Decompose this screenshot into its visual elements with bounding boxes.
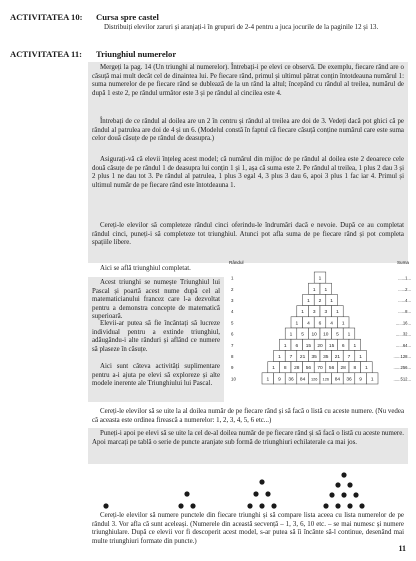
paragraph-2: Întrebați de ce rândul al doilea are un 2 în centru și rândul al treilea are doi de 3. Vedeți dacă pot ghici că pe rândul al patrulea are doi de 4 și un 6. (Modelul constă în faptul că fiecare căsuță conține numărul care este suma celor două căsuțe de pe rândul de deasupra.): [92, 118, 404, 143]
triangle-cell-value: 28: [340, 366, 346, 372]
triangle-cell-value: 7: [289, 355, 293, 361]
triangle-cell-value: 5: [301, 332, 304, 338]
paragraph-1: Mergeți la pag. 14 (Un triunghi al numerelor). Întrebați-i pe elevi ce observă. De exemplu, fiecare rând are o căsuță mai mult decât cel de dinaintea lui. Pe fiecare rând, primul și ultimul pătrat conțin întotdeauna numărul 1: suma numerelor de pe fiecare rând se dublează de la un rând la altul; începând cu rândul al treilea, numărul de după 1 este 2, pe rândul următor este 3 și pe rândul al cincilea este 4.: [92, 64, 404, 97]
triangle-cell-value: 28: [294, 366, 300, 372]
activity-10-title: Cursa spre castel: [96, 12, 159, 22]
triangle-cell-value: 70: [317, 366, 323, 372]
triangle-cell-value: 15: [328, 343, 335, 349]
triangle-cell-value: 21: [299, 355, 306, 361]
triangle-row-number: 2: [231, 286, 234, 292]
triangle-10-dots: [323, 472, 364, 508]
triangle-row-number: 9: [231, 365, 234, 371]
triangle-cell-value: 4: [307, 321, 310, 327]
triangle-row-sum: ......2...: [398, 286, 411, 292]
triangle-cell-value: 56: [328, 366, 335, 372]
triangle-cell-value: 6: [341, 343, 345, 349]
triangle-cell-value: 126: [310, 376, 318, 382]
activity-11-title: Triunghiul numerelor: [96, 49, 177, 59]
triangle-cell-value: 1: [318, 276, 322, 282]
triangle-row-sum: ......1...: [398, 275, 411, 281]
triangle-row-number: 6: [231, 331, 234, 337]
triangle-cell-value: 7: [347, 355, 351, 361]
triangle-cell-value: 1: [359, 355, 362, 361]
paragraph-5: Aici se află triunghiul completat.: [100, 265, 191, 272]
paragraph-3: Asigurați-vă că elevii înțeleg acest model; că numărul din mijloc de pe rândul al doilea este 2 deoarece cele două căsuțe de pe rândul 1 de deasupra lui conțin 1 și 1, așa că suma este 2. Pe rândul al treilea, 1 plus 2 dau 3 și 2 plus 1 ne dau tot 3. Pe rândul al patrulea, 1 plus 3 egal 4, 3 plus 3 dau 6, apoi 3 plus 1 fac iar 4. Primul și ultimul număr de pe fiecare rând este întotdeauna 1.: [92, 156, 404, 189]
activity-11-header: [10, 49, 176, 59]
triangle-cell-value: 1: [312, 287, 316, 293]
triangle-row-number: 1: [231, 275, 234, 281]
triangle-1-dot: [103, 503, 108, 508]
triangle-cell-value: 8: [283, 366, 287, 372]
activity-11-code: ACTIVITATEA 11:: [10, 49, 83, 59]
triangle-row-number: 3: [231, 298, 234, 304]
paragraph-9: Cereți-le elevilor să se uite la al doilea număr de pe fiecare rând și să facă o listă cu aceste numere. (Nu vedea că aceasta este ordinea firească a numerelor: 1, 2, 3, 4, 5, 6 etc...): [92, 408, 404, 424]
triangle-cell-value: 10: [311, 332, 317, 338]
triangle-row-sum: ......64...: [395, 342, 411, 348]
page-number: 11: [398, 544, 406, 553]
triangle-row-sum: ......32...: [395, 331, 411, 337]
paragraph-10: Puneți-i apoi pe elevi să se uite la cel de-al doilea număr de pe fiecare rând și să facă o listă cu aceste numere. Apoi marcați pe tablă o serie de puncte aranjate sub formă de triunghiuri echilaterale ca mai jos.: [92, 430, 404, 446]
triangle-cell-value: 2: [318, 299, 322, 305]
triangle-row-sum: ......256...: [393, 365, 411, 371]
paragraph-7: Elevii-ar putea să fie încântați să lucreze individual pentru a extinde triunghiul, adăugându-i alte rânduri și aflând ce numere să plaseze în căsuțe.: [92, 320, 220, 353]
triangle-cell-value: 20: [317, 343, 323, 349]
triangle-row-header: Rândul: [229, 260, 244, 265]
triangle-cell-value: 1: [307, 299, 310, 305]
triangle-cell-value: 1: [289, 332, 293, 338]
triangle-cell-value: 6: [318, 321, 322, 327]
triangle-6-dots: [247, 479, 276, 508]
triangle-cell-value: 3: [324, 310, 328, 316]
paragraph-8: Aici sunt câteva activități suplimentare pentru a-i ajuta pe elevi să exploreze și alte modele inerente ale Triunghiului lui Pascal.: [92, 363, 220, 388]
triangle-cell-value: 35: [323, 355, 329, 361]
triangle-cell-value: 6: [295, 343, 299, 349]
paragraph-6: Acest triunghi se numește Triunghiul lui Pascal și poartă acest nume după cel al matematicianului francez care l-a dezvoltat pentru a demonstra concepte de matematică superioară.: [92, 279, 220, 321]
triangle-cell-value: 21: [334, 355, 341, 361]
triangle-cell-value: 5: [336, 332, 339, 338]
paragraph-11: Cereți-le elevilor să numere punctele din fiecare triunghi și să compare lista aceea cu lista numerelor de pe rândul 3. Vor afla că sunt aceleași. (Numerele din această secvență – 1, 3, 6, 10 etc. – se mai numesc și numere triunghiulare. După ce elevii vor fi descoperit acest model, s-ar putea să îi încânte să-l continue, desenând mai multe triunghiuri formate din puncte.): [92, 512, 404, 545]
triangle-row-number: 7: [231, 342, 234, 348]
triangle-row-sum: ......512...: [393, 376, 411, 382]
triangle-cell-value: 1: [341, 321, 345, 327]
triangle-cell-value: 1: [365, 366, 368, 372]
triangle-cell-value: 3: [312, 310, 316, 316]
triangle-row-number: 4: [231, 309, 234, 315]
triangle-cell-value: 1: [324, 287, 328, 293]
triangle-sum-header: Suma: [396, 260, 409, 265]
triangle-cell-value: 36: [346, 377, 352, 383]
triangle-row-number: 10: [231, 376, 236, 382]
activity-10-header: [10, 12, 159, 22]
triangle-cell-value: 56: [305, 366, 312, 372]
triangle-cell-value: 10: [323, 332, 329, 338]
triangle-cell-value: 1: [301, 310, 304, 316]
pascal-triangle: [225, 258, 415, 433]
triangle-cell-value: 1: [330, 299, 333, 305]
dot-triangles: [92, 472, 392, 512]
triangle-cell-value: 9: [359, 377, 362, 383]
triangle-cell-value: 126: [322, 376, 330, 382]
triangle-cell-value: 1: [272, 366, 275, 372]
triangle-cell-value: 1: [353, 343, 357, 349]
triangle-cell-value: 84: [334, 377, 341, 383]
triangle-cell-value: 9: [278, 377, 281, 383]
triangle-row-sum: ......128...: [393, 354, 411, 360]
activity-10-text: Distribuiți elevilor zaruri și aranjați-i în grupuri de 2-4 pentru a juca jocurile de la paginile 12 și 13.: [104, 24, 379, 31]
triangle-cell-value: 1: [295, 321, 299, 327]
triangle-3-dots: [178, 491, 195, 508]
triangle-cell-value: 35: [311, 355, 317, 361]
triangle-cell-value: 8: [353, 366, 357, 372]
triangle-cell-value: 1: [336, 310, 339, 316]
triangle-row-number: 5: [231, 320, 234, 326]
triangle-cell-value: 1: [283, 343, 287, 349]
paragraph-4: Cereți-le elevilor să completeze rândul cinci oferindu-le îndrumări dacă e nevoie. După ce au completat rândul cinci, puneți-i să completeze tot triunghiul. Atunci pot afla suma de pe fiecare rând și pot completa spațiile libere.: [92, 222, 404, 247]
triangle-row-sum: ......8...: [398, 309, 411, 315]
triangle-cell-value: 36: [288, 377, 294, 383]
triangle-row-sum: ......4...: [398, 298, 411, 304]
triangle-row-sum: ......16...: [395, 320, 411, 326]
activity-10-code: ACTIVITATEA 10:: [10, 12, 83, 22]
triangle-cell-value: 1: [266, 377, 270, 383]
triangle-cell-value: 84: [299, 377, 306, 383]
triangle-cell-value: 4: [330, 321, 333, 327]
triangle-cell-value: 1: [278, 355, 281, 361]
triangle-row-number: 8: [231, 354, 234, 360]
triangle-cell-value: 15: [305, 343, 312, 349]
triangle-cell-value: 1: [347, 332, 351, 338]
triangle-cell-value: 1: [370, 377, 374, 383]
